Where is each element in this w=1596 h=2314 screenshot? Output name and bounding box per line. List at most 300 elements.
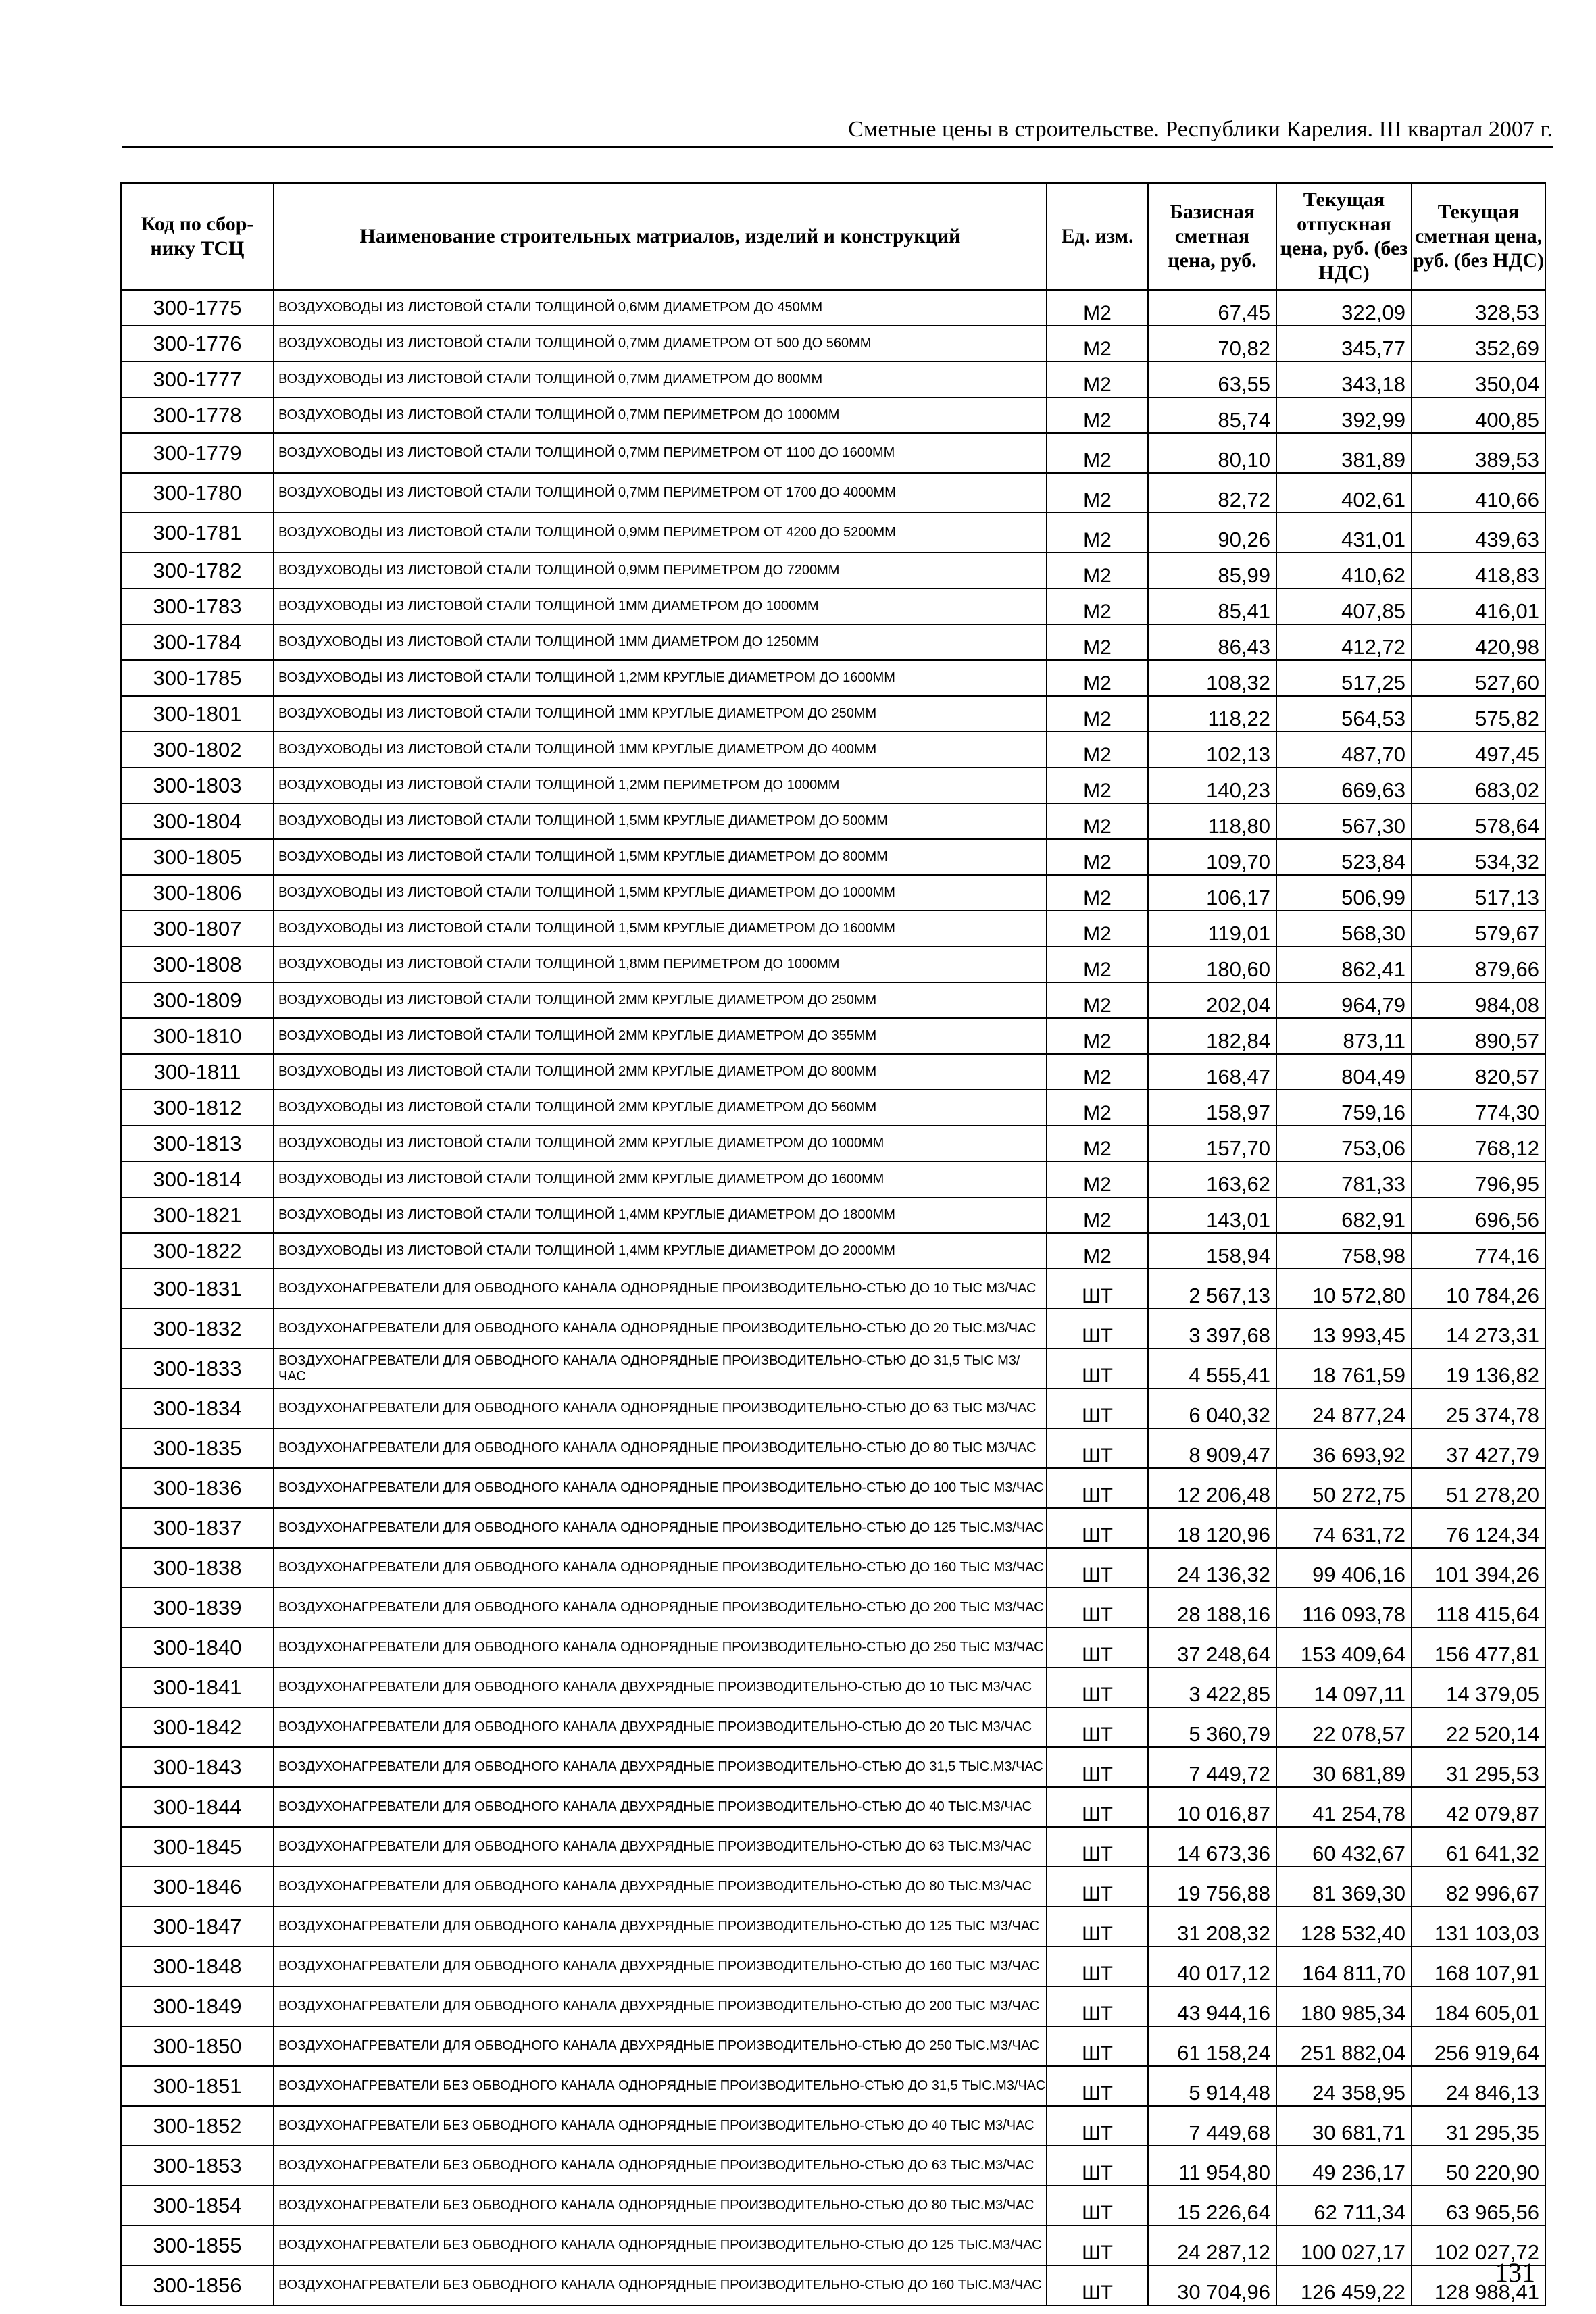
item-code: 300-1844 — [121, 1787, 274, 1827]
current-release-price: 62 711,34 — [1276, 2186, 1412, 2225]
item-code: 300-1854 — [121, 2186, 274, 2225]
item-code: 300-1821 — [121, 1197, 274, 1233]
item-code: 300-1784 — [121, 624, 274, 660]
current-estimate-price: 879,66 — [1412, 947, 1545, 982]
table-row — [121, 2225, 1545, 2265]
item-name: ВОЗДУХОНАГРЕВАТЕЛИ БЕЗ ОБВОДНОГО КАНАЛА ОДНОРЯДНЫЕ ПРОИЗВОДИТЕЛЬНО-СТЬЮ ДО 63 ТЫС.М3/ЧАС — [274, 2146, 1047, 2186]
item-code: 300-1843 — [121, 1747, 274, 1787]
current-estimate-price: 890,57 — [1412, 1018, 1545, 1054]
item-code: 300-1783 — [121, 588, 274, 624]
item-name: ВОЗДУХОВОДЫ ИЗ ЛИСТОВОЙ СТАЛИ ТОЛЩИНОЙ 1ММ ДИАМЕТРОМ ДО 1250ММ — [274, 624, 1047, 660]
item-unit: ШТ — [1047, 1548, 1148, 1588]
current-estimate-price: 76 124,34 — [1412, 1508, 1545, 1548]
item-code: 300-1781 — [121, 513, 274, 553]
current-release-price: 251 882,04 — [1276, 2026, 1412, 2066]
current-release-price: 18 761,59 — [1276, 1349, 1412, 1388]
current-release-price: 36 693,92 — [1276, 1428, 1412, 1468]
table-row — [121, 875, 1545, 911]
current-estimate-price: 696,56 — [1412, 1197, 1545, 1233]
base-price: 67,45 — [1148, 290, 1276, 326]
current-release-price: 517,25 — [1276, 660, 1412, 696]
table-row — [121, 433, 1545, 473]
base-price: 18 120,96 — [1148, 1508, 1276, 1548]
item-name: ВОЗДУХОВОДЫ ИЗ ЛИСТОВОЙ СТАЛИ ТОЛЩИНОЙ 1,5ММ КРУГЛЫЕ ДИАМЕТРОМ ДО 1600ММ — [274, 911, 1047, 947]
current-estimate-price: 184 605,01 — [1412, 1986, 1545, 2026]
item-code: 300-1837 — [121, 1508, 274, 1548]
item-name: ВОЗДУХОНАГРЕВАТЕЛИ ДЛЯ ОБВОДНОГО КАНАЛА ОДНОРЯДНЫЕ ПРОИЗВОДИТЕЛЬНО-СТЬЮ ДО 160 ТЫС М3/ЧАС — [274, 1548, 1047, 1588]
item-unit: М2 — [1047, 397, 1148, 433]
table-row — [121, 1508, 1545, 1548]
current-release-price: 180 985,34 — [1276, 1986, 1412, 2026]
table-row — [121, 911, 1545, 947]
item-unit: М2 — [1047, 1197, 1148, 1233]
item-unit: М2 — [1047, 1018, 1148, 1054]
current-estimate-price: 118 415,64 — [1412, 1588, 1545, 1628]
current-estimate-price: 22 520,14 — [1412, 1707, 1545, 1747]
current-release-price: 116 093,78 — [1276, 1588, 1412, 1628]
item-name: ВОЗДУХОВОДЫ ИЗ ЛИСТОВОЙ СТАЛИ ТОЛЩИНОЙ 0,7ММ ДИАМЕТРОМ ОТ 500 ДО 560ММ — [274, 326, 1047, 361]
item-unit: М2 — [1047, 624, 1148, 660]
base-price: 12 206,48 — [1148, 1468, 1276, 1508]
item-name: ВОЗДУХОНАГРЕВАТЕЛИ ДЛЯ ОБВОДНОГО КАНАЛА ОДНОРЯДНЫЕ ПРОИЗВОДИТЕЛЬНО-СТЬЮ ДО 80 ТЫС М3/ЧАС — [274, 1428, 1047, 1468]
item-unit: ШТ — [1047, 1269, 1148, 1309]
item-code: 300-1850 — [121, 2026, 274, 2066]
current-estimate-price: 42 079,87 — [1412, 1787, 1545, 1827]
item-code: 300-1848 — [121, 1946, 274, 1986]
item-name: ВОЗДУХОНАГРЕВАТЕЛИ ДЛЯ ОБВОДНОГО КАНАЛА ОДНОРЯДНЫЕ ПРОИЗВОДИТЕЛЬНО-СТЬЮ ДО 20 ТЫС.М3/ЧАС — [274, 1309, 1047, 1349]
item-name: ВОЗДУХОНАГРЕВАТЕЛИ ДЛЯ ОБВОДНОГО КАНАЛА ОДНОРЯДНЫЕ ПРОИЗВОДИТЕЛЬНО-СТЬЮ ДО 63 ТЫС М3/ЧАС — [274, 1388, 1047, 1428]
table-row — [121, 1907, 1545, 1946]
item-unit: ШТ — [1047, 1428, 1148, 1468]
table-row — [121, 513, 1545, 553]
column-header-current-release-price: Текущая отпускная цена, руб. (без НДС) — [1276, 183, 1412, 290]
item-name: ВОЗДУХОВОДЫ ИЗ ЛИСТОВОЙ СТАЛИ ТОЛЩИНОЙ 0,7ММ ПЕРИМЕТРОМ ОТ 1100 ДО 1600ММ — [274, 433, 1047, 473]
current-estimate-price: 156 477,81 — [1412, 1628, 1545, 1667]
base-price: 202,04 — [1148, 982, 1276, 1018]
current-release-price: 60 432,67 — [1276, 1827, 1412, 1867]
item-unit: ШТ — [1047, 2106, 1148, 2146]
item-code: 300-1802 — [121, 732, 274, 768]
item-code: 300-1805 — [121, 839, 274, 875]
item-name: ВОЗДУХОВОДЫ ИЗ ЛИСТОВОЙ СТАЛИ ТОЛЩИНОЙ 0,7ММ ПЕРИМЕТРОМ ОТ 1700 ДО 4000ММ — [274, 473, 1047, 513]
base-price: 6 040,32 — [1148, 1388, 1276, 1428]
table-row — [121, 2066, 1545, 2106]
table-row — [121, 660, 1545, 696]
item-name: ВОЗДУХОНАГРЕВАТЕЛИ ДЛЯ ОБВОДНОГО КАНАЛА ДВУХРЯДНЫЕ ПРОИЗВОДИТЕЛЬНО-СТЬЮ ДО 160 ТЫС М3/ЧАС — [274, 1946, 1047, 1986]
base-price: 11 954,80 — [1148, 2146, 1276, 2186]
base-price: 180,60 — [1148, 947, 1276, 982]
current-release-price: 13 993,45 — [1276, 1309, 1412, 1349]
current-release-price: 487,70 — [1276, 732, 1412, 768]
table-row — [121, 2186, 1545, 2225]
table-row — [121, 2146, 1545, 2186]
current-estimate-price: 420,98 — [1412, 624, 1545, 660]
current-estimate-price: 527,60 — [1412, 660, 1545, 696]
current-estimate-price: 774,16 — [1412, 1233, 1545, 1269]
current-estimate-price: 101 394,26 — [1412, 1548, 1545, 1588]
item-code: 300-1836 — [121, 1468, 274, 1508]
base-price: 24 287,12 — [1148, 2225, 1276, 2265]
item-unit: М2 — [1047, 1233, 1148, 1269]
current-estimate-price: 14 379,05 — [1412, 1667, 1545, 1707]
base-price: 108,32 — [1148, 660, 1276, 696]
base-price: 158,97 — [1148, 1090, 1276, 1126]
item-code: 300-1814 — [121, 1161, 274, 1197]
table-row — [121, 290, 1545, 326]
table-row — [121, 1946, 1545, 1986]
item-code: 300-1779 — [121, 433, 274, 473]
current-estimate-price: 19 136,82 — [1412, 1349, 1545, 1388]
base-price: 28 188,16 — [1148, 1588, 1276, 1628]
item-name: ВОЗДУХОВОДЫ ИЗ ЛИСТОВОЙ СТАЛИ ТОЛЩИНОЙ 2ММ КРУГЛЫЕ ДИАМЕТРОМ ДО 1600ММ — [274, 1161, 1047, 1197]
current-estimate-price: 984,08 — [1412, 982, 1545, 1018]
item-unit: М2 — [1047, 947, 1148, 982]
item-code: 300-1776 — [121, 326, 274, 361]
table-row — [121, 361, 1545, 397]
item-name: ВОЗДУХОНАГРЕВАТЕЛИ ДЛЯ ОБВОДНОГО КАНАЛА ДВУХРЯДНЫЕ ПРОИЗВОДИТЕЛЬНО-СТЬЮ ДО 63 ТЫС.М3/ЧАС — [274, 1827, 1047, 1867]
item-code: 300-1839 — [121, 1588, 274, 1628]
base-price: 5 360,79 — [1148, 1707, 1276, 1747]
current-release-price: 128 532,40 — [1276, 1907, 1412, 1946]
base-price: 158,94 — [1148, 1233, 1276, 1269]
current-estimate-price: 31 295,53 — [1412, 1747, 1545, 1787]
current-release-price: 758,98 — [1276, 1233, 1412, 1269]
table-row — [121, 803, 1545, 839]
column-header-code: Код по сбор-нику ТСЦ — [121, 183, 274, 290]
item-name: ВОЗДУХОВОДЫ ИЗ ЛИСТОВОЙ СТАЛИ ТОЛЩИНОЙ 1,2ММ ПЕРИМЕТРОМ ДО 1000ММ — [274, 768, 1047, 803]
table-body — [121, 290, 1545, 2305]
table-row — [121, 1787, 1545, 1827]
base-price: 10 016,87 — [1148, 1787, 1276, 1827]
base-price: 4 555,41 — [1148, 1349, 1276, 1388]
current-estimate-price: 128 988,41 — [1412, 2265, 1545, 2305]
item-code: 300-1852 — [121, 2106, 274, 2146]
item-unit: М2 — [1047, 875, 1148, 911]
current-estimate-price: 10 784,26 — [1412, 1269, 1545, 1309]
current-release-price: 343,18 — [1276, 361, 1412, 397]
item-name: ВОЗДУХОВОДЫ ИЗ ЛИСТОВОЙ СТАЛИ ТОЛЩИНОЙ 0,6ММ ДИАМЕТРОМ ДО 450ММ — [274, 290, 1047, 326]
item-code: 300-1822 — [121, 1233, 274, 1269]
item-unit: ШТ — [1047, 2066, 1148, 2106]
base-price: 140,23 — [1148, 768, 1276, 803]
current-release-price: 14 097,11 — [1276, 1667, 1412, 1707]
item-unit: М2 — [1047, 1126, 1148, 1161]
base-price: 63,55 — [1148, 361, 1276, 397]
item-name: ВОЗДУХОНАГРЕВАТЕЛИ ДЛЯ ОБВОДНОГО КАНАЛА ДВУХРЯДНЫЕ ПРОИЗВОДИТЕЛЬНО-СТЬЮ ДО 40 ТЫС.М3/ЧАС — [274, 1787, 1047, 1827]
item-code: 300-1835 — [121, 1428, 274, 1468]
table-row — [121, 1126, 1545, 1161]
table-row — [121, 2265, 1545, 2305]
item-unit: ШТ — [1047, 2265, 1148, 2305]
current-release-price: 412,72 — [1276, 624, 1412, 660]
item-code: 300-1855 — [121, 2225, 274, 2265]
base-price: 70,82 — [1148, 326, 1276, 361]
current-estimate-price: 534,32 — [1412, 839, 1545, 875]
table-row — [121, 588, 1545, 624]
item-unit: М2 — [1047, 982, 1148, 1018]
item-name: ВОЗДУХОНАГРЕВАТЕЛИ ДЛЯ ОБВОДНОГО КАНАЛА ДВУХРЯДНЫЕ ПРОИЗВОДИТЕЛЬНО-СТЬЮ ДО 125 ТЫС М3/ЧАС — [274, 1907, 1047, 1946]
current-release-price: 81 369,30 — [1276, 1867, 1412, 1907]
item-code: 300-1856 — [121, 2265, 274, 2305]
item-unit: ШТ — [1047, 1827, 1148, 1867]
item-unit: ШТ — [1047, 1747, 1148, 1787]
table-row — [121, 696, 1545, 732]
current-release-price: 753,06 — [1276, 1126, 1412, 1161]
table-row — [121, 1018, 1545, 1054]
item-code: 300-1853 — [121, 2146, 274, 2186]
current-release-price: 568,30 — [1276, 911, 1412, 947]
current-estimate-price: 774,30 — [1412, 1090, 1545, 1126]
item-name: ВОЗДУХОНАГРЕВАТЕЛИ ДЛЯ ОБВОДНОГО КАНАЛА ДВУХРЯДНЫЕ ПРОИЗВОДИТЕЛЬНО-СТЬЮ ДО 10 ТЫС М3/ЧАС — [274, 1667, 1047, 1707]
current-estimate-price: 820,57 — [1412, 1054, 1545, 1090]
base-price: 82,72 — [1148, 473, 1276, 513]
item-code: 300-1833 — [121, 1349, 274, 1388]
item-code: 300-1845 — [121, 1827, 274, 1867]
item-code: 300-1782 — [121, 553, 274, 588]
base-price: 163,62 — [1148, 1161, 1276, 1197]
item-unit: ШТ — [1047, 1946, 1148, 1986]
item-unit: М2 — [1047, 290, 1148, 326]
current-release-price: 407,85 — [1276, 588, 1412, 624]
table-row — [121, 768, 1545, 803]
current-release-price: 30 681,71 — [1276, 2106, 1412, 2146]
table-row — [121, 1588, 1545, 1628]
current-estimate-price: 61 641,32 — [1412, 1827, 1545, 1867]
current-release-price: 873,11 — [1276, 1018, 1412, 1054]
item-code: 300-1851 — [121, 2066, 274, 2106]
item-name: ВОЗДУХОНАГРЕВАТЕЛИ ДЛЯ ОБВОДНОГО КАНАЛА ДВУХРЯДНЫЕ ПРОИЗВОДИТЕЛЬНО-СТЬЮ ДО 20 ТЫС М3/ЧАС — [274, 1707, 1047, 1747]
item-unit: ШТ — [1047, 2225, 1148, 2265]
base-price: 5 914,48 — [1148, 2066, 1276, 2106]
item-name: ВОЗДУХОВОДЫ ИЗ ЛИСТОВОЙ СТАЛИ ТОЛЩИНОЙ 1,4ММ КРУГЛЫЕ ДИАМЕТРОМ ДО 1800ММ — [274, 1197, 1047, 1233]
base-price: 31 208,32 — [1148, 1907, 1276, 1946]
item-name: ВОЗДУХОВОДЫ ИЗ ЛИСТОВОЙ СТАЛИ ТОЛЩИНОЙ 1,5ММ КРУГЛЫЕ ДИАМЕТРОМ ДО 800ММ — [274, 839, 1047, 875]
item-name: ВОЗДУХОНАГРЕВАТЕЛИ ДЛЯ ОБВОДНОГО КАНАЛА ОДНОРЯДНЫЕ ПРОИЗВОДИТЕЛЬНО-СТЬЮ ДО 31,5 ТЫС М3/ЧАС — [274, 1349, 1047, 1388]
item-unit: ШТ — [1047, 1867, 1148, 1907]
item-code: 300-1803 — [121, 768, 274, 803]
base-price: 40 017,12 — [1148, 1946, 1276, 1986]
item-name: ВОЗДУХОВОДЫ ИЗ ЛИСТОВОЙ СТАЛИ ТОЛЩИНОЙ 2ММ КРУГЛЫЕ ДИАМЕТРОМ ДО 355ММ — [274, 1018, 1047, 1054]
item-unit: ШТ — [1047, 1907, 1148, 1946]
current-release-price: 410,62 — [1276, 553, 1412, 588]
table-row — [121, 1827, 1545, 1867]
item-unit: ШТ — [1047, 1588, 1148, 1628]
item-code: 300-1806 — [121, 875, 274, 911]
item-code: 300-1834 — [121, 1388, 274, 1428]
item-name: ВОЗДУХОВОДЫ ИЗ ЛИСТОВОЙ СТАЛИ ТОЛЩИНОЙ 2ММ КРУГЛЫЕ ДИАМЕТРОМ ДО 1000ММ — [274, 1126, 1047, 1161]
table-row — [121, 1628, 1545, 1667]
running-title: Сметные цены в строительстве. Республики Карелия. III квартал 2007 г. — [122, 116, 1553, 148]
item-name: ВОЗДУХОВОДЫ ИЗ ЛИСТОВОЙ СТАЛИ ТОЛЩИНОЙ 1,8ММ ПЕРИМЕТРОМ ДО 1000ММ — [274, 947, 1047, 982]
current-release-price: 523,84 — [1276, 839, 1412, 875]
item-name: ВОЗДУХОНАГРЕВАТЕЛИ БЕЗ ОБВОДНОГО КАНАЛА ОДНОРЯДНЫЕ ПРОИЗВОДИТЕЛЬНО-СТЬЮ ДО 80 ТЫС.М3/ЧАС — [274, 2186, 1047, 2225]
item-name: ВОЗДУХОНАГРЕВАТЕЛИ ДЛЯ ОБВОДНОГО КАНАЛА ОДНОРЯДНЫЕ ПРОИЗВОДИТЕЛЬНО-СТЬЮ ДО 250 ТЫС М3/ЧАС — [274, 1628, 1047, 1667]
current-release-price: 24 877,24 — [1276, 1388, 1412, 1428]
base-price: 143,01 — [1148, 1197, 1276, 1233]
item-unit: ШТ — [1047, 1986, 1148, 2026]
item-unit: ШТ — [1047, 1309, 1148, 1349]
item-code: 300-1842 — [121, 1707, 274, 1747]
item-code: 300-1847 — [121, 1907, 274, 1946]
item-unit: ШТ — [1047, 1468, 1148, 1508]
base-price: 24 136,32 — [1148, 1548, 1276, 1588]
current-release-price: 10 572,80 — [1276, 1269, 1412, 1309]
base-price: 106,17 — [1148, 875, 1276, 911]
current-estimate-price: 25 374,78 — [1412, 1388, 1545, 1428]
base-price: 3 422,85 — [1148, 1667, 1276, 1707]
item-unit: М2 — [1047, 803, 1148, 839]
item-unit: ШТ — [1047, 1787, 1148, 1827]
item-code: 300-1810 — [121, 1018, 274, 1054]
item-unit: ШТ — [1047, 1667, 1148, 1707]
current-release-price: 759,16 — [1276, 1090, 1412, 1126]
item-unit: М2 — [1047, 1054, 1148, 1090]
current-release-price: 964,79 — [1276, 982, 1412, 1018]
item-name: ВОЗДУХОНАГРЕВАТЕЛИ ДЛЯ ОБВОДНОГО КАНАЛА ДВУХРЯДНЫЕ ПРОИЗВОДИТЕЛЬНО-СТЬЮ ДО 31,5 ТЫС.М3/ЧАС — [274, 1747, 1047, 1787]
item-name: ВОЗДУХОНАГРЕВАТЕЛИ ДЛЯ ОБВОДНОГО КАНАЛА ОДНОРЯДНЫЕ ПРОИЗВОДИТЕЛЬНО-СТЬЮ ДО 200 ТЫС М3/ЧАС — [274, 1588, 1047, 1628]
item-name: ВОЗДУХОНАГРЕВАТЕЛИ ДЛЯ ОБВОДНОГО КАНАЛА ОДНОРЯДНЫЕ ПРОИЗВОДИТЕЛЬНО-СТЬЮ ДО 125 ТЫС.М3/ЧАС — [274, 1508, 1047, 1548]
table-row — [121, 1161, 1545, 1197]
current-estimate-price: 578,64 — [1412, 803, 1545, 839]
current-release-price: 126 459,22 — [1276, 2265, 1412, 2305]
table-row — [121, 947, 1545, 982]
table-row — [121, 1309, 1545, 1349]
table-row — [121, 397, 1545, 433]
current-release-price: 402,61 — [1276, 473, 1412, 513]
item-code: 300-1849 — [121, 1986, 274, 2026]
item-code: 300-1840 — [121, 1628, 274, 1667]
item-unit: М2 — [1047, 513, 1148, 553]
item-unit: ШТ — [1047, 1508, 1148, 1548]
item-code: 300-1841 — [121, 1667, 274, 1707]
base-price: 102,13 — [1148, 732, 1276, 768]
base-price: 43 944,16 — [1148, 1986, 1276, 2026]
item-unit: ШТ — [1047, 1628, 1148, 1667]
page-number: 131 — [1495, 2257, 1535, 2288]
item-code: 300-1838 — [121, 1548, 274, 1588]
current-estimate-price: 389,53 — [1412, 433, 1545, 473]
item-unit: ШТ — [1047, 1707, 1148, 1747]
item-code: 300-1804 — [121, 803, 274, 839]
current-estimate-price: 400,85 — [1412, 397, 1545, 433]
item-unit: М2 — [1047, 588, 1148, 624]
item-name: ВОЗДУХОВОДЫ ИЗ ЛИСТОВОЙ СТАЛИ ТОЛЩИНОЙ 2ММ КРУГЛЫЕ ДИАМЕТРОМ ДО 560ММ — [274, 1090, 1047, 1126]
column-header-name: Наименование строительных матриалов, изделий и конструкций — [274, 183, 1047, 290]
current-estimate-price: 517,13 — [1412, 875, 1545, 911]
column-header-current-estimate-price: Текущая сметная цена, руб. (без НДС) — [1412, 183, 1545, 290]
item-code: 300-1808 — [121, 947, 274, 982]
table-row — [121, 2106, 1545, 2146]
base-price: 7 449,72 — [1148, 1747, 1276, 1787]
current-estimate-price: 256 919,64 — [1412, 2026, 1545, 2066]
table-row — [121, 839, 1545, 875]
current-estimate-price: 63 965,56 — [1412, 2186, 1545, 2225]
item-unit: М2 — [1047, 768, 1148, 803]
current-estimate-price: 131 103,03 — [1412, 1907, 1545, 1946]
current-estimate-price: 683,02 — [1412, 768, 1545, 803]
item-code: 300-1831 — [121, 1269, 274, 1309]
current-release-price: 682,91 — [1276, 1197, 1412, 1233]
current-release-price: 567,30 — [1276, 803, 1412, 839]
item-name: ВОЗДУХОВОДЫ ИЗ ЛИСТОВОЙ СТАЛИ ТОЛЩИНОЙ 1ММ КРУГЛЫЕ ДИАМЕТРОМ ДО 250ММ — [274, 696, 1047, 732]
current-release-price: 22 078,57 — [1276, 1707, 1412, 1747]
item-code: 300-1846 — [121, 1867, 274, 1907]
item-code: 300-1832 — [121, 1309, 274, 1349]
item-code: 300-1775 — [121, 290, 274, 326]
current-estimate-price: 497,45 — [1412, 732, 1545, 768]
table-row — [121, 732, 1545, 768]
current-release-price: 49 236,17 — [1276, 2146, 1412, 2186]
table-row — [121, 1054, 1545, 1090]
current-estimate-price: 168 107,91 — [1412, 1946, 1545, 1986]
current-estimate-price: 352,69 — [1412, 326, 1545, 361]
table-row — [121, 624, 1545, 660]
table-row — [121, 1349, 1545, 1388]
item-code: 300-1811 — [121, 1054, 274, 1090]
current-release-price: 50 272,75 — [1276, 1468, 1412, 1508]
base-price: 85,99 — [1148, 553, 1276, 588]
base-price: 182,84 — [1148, 1018, 1276, 1054]
current-estimate-price: 37 427,79 — [1412, 1428, 1545, 1468]
current-release-price: 24 358,95 — [1276, 2066, 1412, 2106]
table-row — [121, 1667, 1545, 1707]
item-name: ВОЗДУХОВОДЫ ИЗ ЛИСТОВОЙ СТАЛИ ТОЛЩИНОЙ 0,9ММ ПЕРИМЕТРОМ ДО 7200ММ — [274, 553, 1047, 588]
current-estimate-price: 51 278,20 — [1412, 1468, 1545, 1508]
item-unit: ШТ — [1047, 1349, 1148, 1388]
current-release-price: 74 631,72 — [1276, 1508, 1412, 1548]
table-row — [121, 1707, 1545, 1747]
current-estimate-price: 796,95 — [1412, 1161, 1545, 1197]
item-unit: М2 — [1047, 553, 1148, 588]
current-release-price: 345,77 — [1276, 326, 1412, 361]
item-name: ВОЗДУХОВОДЫ ИЗ ЛИСТОВОЙ СТАЛИ ТОЛЩИНОЙ 0,7ММ ПЕРИМЕТРОМ ДО 1000ММ — [274, 397, 1047, 433]
item-unit: М2 — [1047, 361, 1148, 397]
item-unit: М2 — [1047, 839, 1148, 875]
current-estimate-price: 350,04 — [1412, 361, 1545, 397]
base-price: 7 449,68 — [1148, 2106, 1276, 2146]
base-price: 80,10 — [1148, 433, 1276, 473]
current-estimate-price: 410,66 — [1412, 473, 1545, 513]
base-price: 15 226,64 — [1148, 2186, 1276, 2225]
base-price: 19 756,88 — [1148, 1867, 1276, 1907]
current-release-price: 862,41 — [1276, 947, 1412, 982]
table-row — [121, 1428, 1545, 1468]
current-estimate-price: 439,63 — [1412, 513, 1545, 553]
item-name: ВОЗДУХОВОДЫ ИЗ ЛИСТОВОЙ СТАЛИ ТОЛЩИНОЙ 1ММ ДИАМЕТРОМ ДО 1000ММ — [274, 588, 1047, 624]
current-release-price: 431,01 — [1276, 513, 1412, 553]
item-unit: ШТ — [1047, 2146, 1148, 2186]
item-code: 300-1801 — [121, 696, 274, 732]
base-price: 157,70 — [1148, 1126, 1276, 1161]
table-row — [121, 982, 1545, 1018]
base-price: 8 909,47 — [1148, 1428, 1276, 1468]
table-row — [121, 326, 1545, 361]
base-price: 118,22 — [1148, 696, 1276, 732]
current-release-price: 781,33 — [1276, 1161, 1412, 1197]
item-name: ВОЗДУХОНАГРЕВАТЕЛИ ДЛЯ ОБВОДНОГО КАНАЛА ДВУХРЯДНЫЕ ПРОИЗВОДИТЕЛЬНО-СТЬЮ ДО 80 ТЫС.М3/ЧАС — [274, 1867, 1047, 1907]
item-code: 300-1785 — [121, 660, 274, 696]
base-price: 85,41 — [1148, 588, 1276, 624]
base-price: 3 397,68 — [1148, 1309, 1276, 1349]
item-name: ВОЗДУХОНАГРЕВАТЕЛИ ДЛЯ ОБВОДНОГО КАНАЛА ДВУХРЯДНЫЕ ПРОИЗВОДИТЕЛЬНО-СТЬЮ ДО 250 ТЫС.М3/ЧАС — [274, 2026, 1047, 2066]
table-row — [121, 2026, 1545, 2066]
item-code: 300-1813 — [121, 1126, 274, 1161]
table-row — [121, 553, 1545, 588]
current-estimate-price: 575,82 — [1412, 696, 1545, 732]
current-estimate-price: 82 996,67 — [1412, 1867, 1545, 1907]
current-release-price: 153 409,64 — [1276, 1628, 1412, 1667]
item-name: ВОЗДУХОВОДЫ ИЗ ЛИСТОВОЙ СТАЛИ ТОЛЩИНОЙ 1,2ММ КРУГЛЫЕ ДИАМЕТРОМ ДО 1600ММ — [274, 660, 1047, 696]
